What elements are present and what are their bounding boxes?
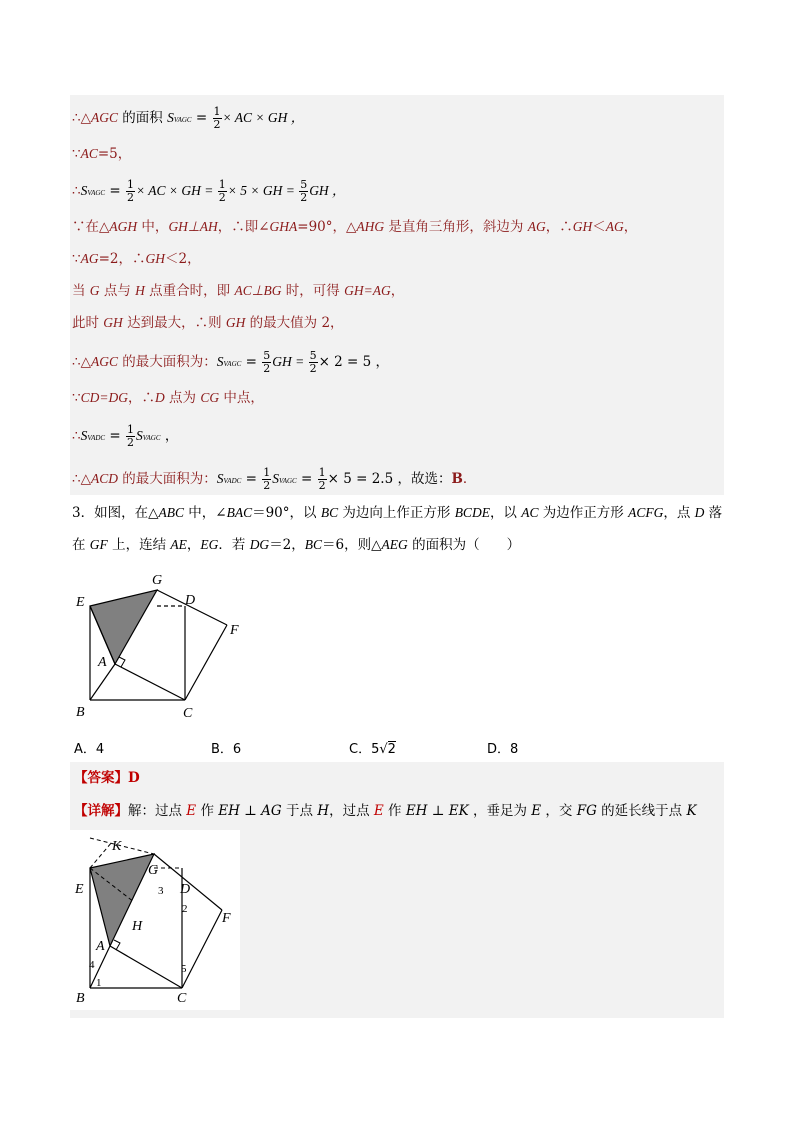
solution-line-2: ∵AC=5， — [72, 146, 132, 162]
label-c: C — [183, 706, 193, 721]
angle-label-2: 2 — [182, 903, 188, 915]
option-c[interactable] — [349, 738, 396, 757]
solution-line-9: ∵CD=DG，∴D 点为 CG 中点， — [72, 390, 264, 406]
solution-line-7: 此时 GH 达到最大，∴则 GH 的最大值为 2， — [72, 315, 344, 331]
label-c: C — [177, 991, 187, 1006]
label-a: A — [96, 939, 105, 954]
label-g: G — [148, 863, 159, 878]
option-d[interactable]: D．8 — [487, 742, 519, 757]
solution-line-8: ∴△AGC 的最大面积为：SVAGC = $\frac{5}{2}$ GH = $\frac{5}{2}$ × 2 = 5 ， — [72, 349, 390, 375]
figure-1 — [70, 566, 260, 726]
label-b: B — [76, 991, 85, 1006]
question-line-2: 在 GF 上，连结 AE，EG．若 DG＝2，BC＝6，则△AEG 的面积为（ ） — [72, 537, 521, 553]
question-line-1: 3．如图，在△ABC 中，∠BAC＝90°，以 BC 为边向上作正方形 BCDE，以 AC 为边作正方形 ACFG，点 D 落 — [72, 505, 723, 521]
angle-label-5: 5 — [181, 963, 187, 975]
label-g: G — [152, 573, 163, 588]
label-d: D — [180, 882, 191, 897]
right-angle-mark — [119, 657, 125, 667]
edge-fc — [185, 625, 227, 700]
answer-line: 【答案】D — [74, 770, 140, 786]
label-h: H — [132, 919, 143, 934]
solution-line-3: ∴SVAGC = $\frac{1}{2}$ × AC × GH = $\frac{1}{2}$ × 5 × GH = $\frac{5}{2}$ GH ， — [72, 178, 346, 204]
solution-line-11: ∴△ACD 的最大面积为：SVADC = $\frac{1}{2}$ SVAGC = $\frac{1}{2}$ × 5 = 2.5 ，故选：B． — [72, 466, 477, 492]
solution-line-6: 当 G 点与 H 点重合时，即 AC⊥BG 时，可得 GH=AG， — [72, 283, 405, 299]
shaded-triangle-aeg — [90, 854, 154, 946]
edge-fc — [182, 910, 222, 988]
angle-label-4: 4 — [89, 959, 95, 971]
label-f: F — [230, 623, 239, 638]
option-c-text: C．5 — [349, 742, 380, 757]
solution-line-4: ∵在△AGH 中，GH⊥AH，∴即∠GHA=90°，△AHG 是直角三角形，斜边为 AG，∴GH＜AG， — [72, 219, 638, 235]
sqrt-icon: √ — [379, 742, 388, 757]
label-b: B — [76, 705, 85, 720]
label-d: D — [185, 593, 196, 608]
label-f: F — [222, 911, 231, 926]
option-a[interactable]: A．4 — [74, 742, 105, 757]
edge-ac — [115, 664, 185, 700]
angle-label-3: 3 — [158, 885, 164, 897]
figure-2 — [70, 830, 240, 1010]
solution-line-10: ∴SVADC = $\frac{1}{2}$ SVAGC ， — [72, 423, 179, 449]
detail-line: 【详解】解：过点 E 作 EH ⊥ AG 于点 H，过点 E 作 EH ⊥ EK ，垂足为 E ，交 FG 的延长线于点 K — [74, 803, 697, 819]
solution-line-5: ∵AG=2，∴GH＜2， — [72, 251, 201, 267]
shaded-triangle-aeg — [90, 590, 157, 664]
option-c-radicand: 2 — [387, 742, 396, 757]
label-a: A — [98, 655, 107, 670]
angle-label-1: 1 — [96, 977, 102, 989]
option-b[interactable]: B．6 — [211, 742, 242, 757]
dashed-line-kg-extension — [90, 838, 154, 854]
solution-line-1: ∴△AGC 的面积 SVAGC = $\frac{1}{2}$ × AC × GH ， — [72, 105, 305, 131]
label-e: E — [76, 595, 85, 610]
edge-ac — [110, 946, 182, 988]
label-e: E — [75, 882, 84, 897]
label-k: K — [112, 839, 122, 854]
